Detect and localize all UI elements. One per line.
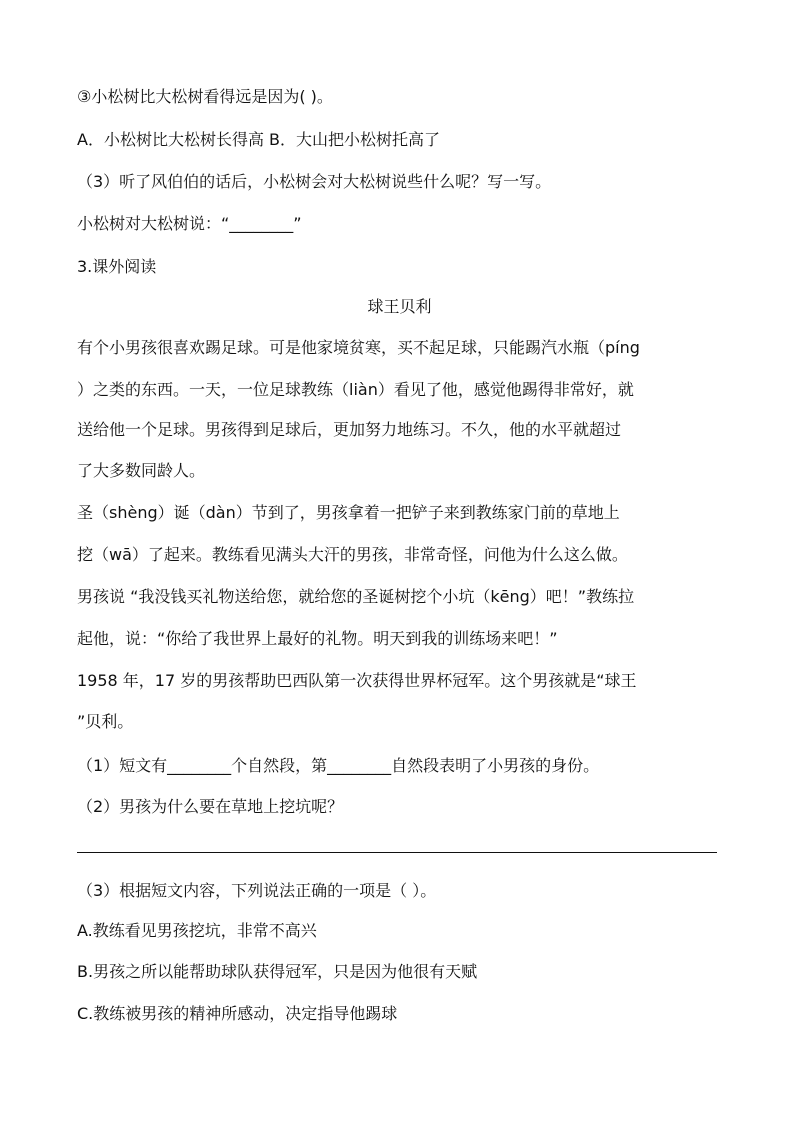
paragraph-2-line-2: 挖（wā）了起来。教练看见满头大汗的男孩，非常奇怪，问他为什么这么做。 [77,545,628,564]
question-3-part-3-answer-line: 小松树对大松树说：“________” [77,214,302,233]
question-3-part-3-prompt: （3）听了风伯伯的话后，小松树会对大松树说些什么呢？写一写。 [77,172,552,191]
paragraph-1-line-2: ）之类的东西。一天，一位足球教练（liàn）看见了他，感觉他踢得非常好，就 [77,380,634,399]
reading-question-3: （3）根据短文内容，下列说法正确的一项是（ ）。 [77,881,437,900]
reading-question-1: （1）短文有________个自然段，第________自然段表明了小男孩的身份。 [77,756,600,775]
question-3-sub-3-options: A．小松树比大松树长得高 B．大山把小松树托高了 [77,130,441,149]
paragraph-3-line-1: 1958 年，17 岁的男孩帮助巴西队第一次获得世界杯冠军。这个男孩就是“球王 [77,671,637,690]
answer-line [77,852,717,853]
reading-question-3-option-b: B.男孩之所以能帮助球队获得冠军，只是因为他很有天赋 [77,962,478,981]
section-heading: 3.课外阅读 [77,257,157,276]
paragraph-2-line-4: 起他，说：“你给了我世界上最好的礼物。明天到我的训练场来吧！” [77,629,558,648]
paragraph-2-line-1: 圣（shèng）诞（dàn）节到了，男孩拿着一把铲子来到教练家门前的草地上 [77,503,620,522]
paragraph-1-line-3: 送给他一个足球。男孩得到足球后，更加努力地练习。不久，他的水平就超过 [77,420,622,439]
paragraph-1-line-1: 有个小男孩很喜欢踢足球。可是他家境贫寒，买不起足球，只能踢汽水瓶（píng [77,338,640,357]
reading-question-3-option-c: C.教练被男孩的精神所感动，决定指导他踢球 [77,1004,398,1023]
paragraph-3-line-2: ”贝利。 [77,712,134,731]
reading-title: 球王贝利 [367,297,432,316]
paragraph-2-line-3: 男孩说 “我没钱买礼物送给您，就给您的圣诞树挖个小坑（kēng）吧！”教练拉 [77,587,635,606]
question-3-sub-3: ③小松树比大松树看得远是因为( )。 [77,87,333,106]
reading-question-2: （2）男孩为什么要在草地上挖坑呢？ [77,797,344,816]
reading-question-3-option-a: A.教练看见男孩挖坑，非常不高兴 [77,921,317,940]
paragraph-1-line-4: 了大多数同龄人。 [77,461,206,480]
